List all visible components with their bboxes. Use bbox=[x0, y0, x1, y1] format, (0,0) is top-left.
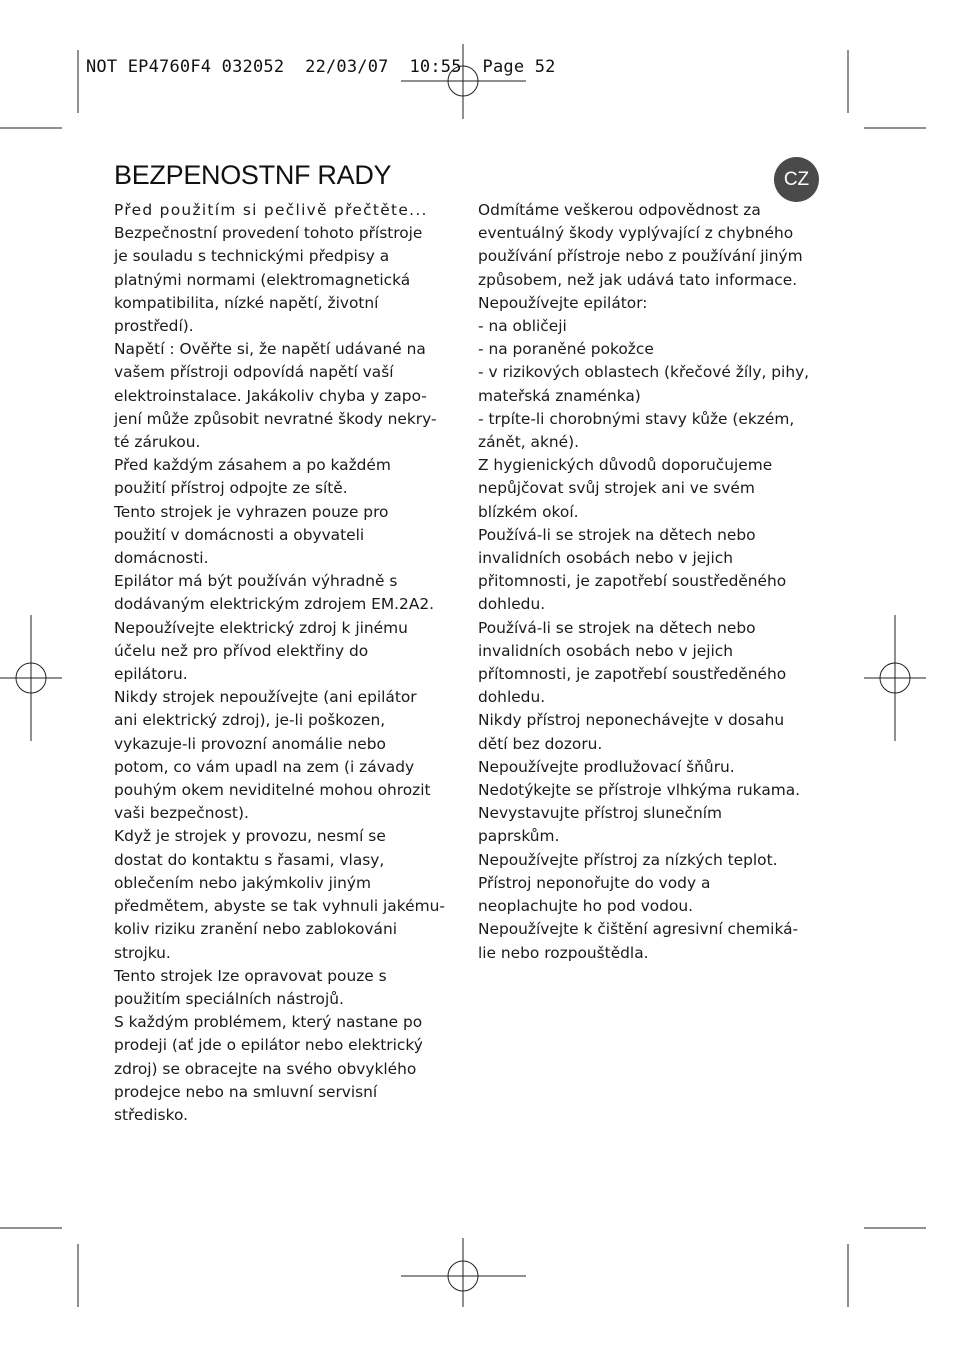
text-line: platnými normami (elektromagnetická bbox=[114, 270, 411, 289]
text-line: potom, co vám upadl na zem (i závady bbox=[114, 757, 415, 776]
page-title: BEZPENOSTNF RADY bbox=[114, 160, 392, 190]
text-line: té zárukou. bbox=[114, 433, 201, 452]
text-line: dostat do kontaktu s řasami, vlasy, bbox=[114, 850, 385, 869]
text-line: kompatibilita, nízké napětí, životní bbox=[114, 293, 379, 312]
text-line: eventuálný škody vyplývající z chybného bbox=[478, 224, 794, 243]
text-line: - na obličeji bbox=[478, 317, 567, 336]
text-line: paprskům. bbox=[478, 827, 560, 846]
text-line: epilátoru. bbox=[114, 665, 188, 684]
text-line: ani elektrický zdroj), je-li poškozen, bbox=[114, 711, 386, 730]
text-line: dohledu. bbox=[478, 595, 546, 614]
text-line: Nepoužívejte epilátor: bbox=[478, 293, 648, 312]
text-line: Epilátor má být používán výhradně s bbox=[114, 572, 398, 591]
text-line: pouhým okem neviditelné mohou ohrozit bbox=[114, 781, 431, 800]
text-line: Bezpečnostní provedení tohoto přístroje bbox=[114, 224, 423, 243]
text-line: neoplachujte ho pod vodou. bbox=[478, 897, 694, 916]
text-line: oblečením nebo jakýmkoliv jiným bbox=[114, 873, 371, 892]
text-line: strojku. bbox=[114, 943, 171, 962]
print-slug-header: NOT EP4760F4 032052 22/03/07 10:55 Page 52 bbox=[86, 57, 556, 77]
right-text-column bbox=[478, 199, 823, 965]
text-line: - v rizikových oblastech (křečové žíly, pihy, bbox=[478, 363, 810, 382]
text-line: blízkém okoí. bbox=[478, 502, 579, 521]
text-line: Používá-li se strojek na dětech nebo bbox=[478, 525, 756, 544]
text-line: zánět, akné). bbox=[478, 433, 580, 452]
text-line: nepůjčovat svůj strojek ani ve svém bbox=[478, 479, 755, 498]
text-line: středisko. bbox=[114, 1105, 188, 1124]
text-line: použití přístroj odpojte ze sítě. bbox=[114, 479, 348, 498]
text-line: způsobem, než jak udává tato informace. bbox=[478, 270, 798, 289]
text-line: používání přístroje nebo z používání jiným bbox=[478, 247, 803, 266]
language-badge: CZ bbox=[774, 157, 819, 202]
text-line: účelu než pro přívod elektřiny do bbox=[114, 641, 369, 660]
left-text-column bbox=[114, 199, 454, 1127]
text-line: použitím speciálních nástrojů. bbox=[114, 989, 344, 1008]
text-line: Nevystavujte přístroj slunečním bbox=[478, 804, 722, 823]
text-line: vykazuje-li provozní anomálie nebo bbox=[114, 734, 386, 753]
text-line: Nikdy přístroj neponechávejte v dosahu bbox=[478, 711, 785, 730]
text-line: Před použitím si pečlivě přečtěte... bbox=[114, 201, 428, 219]
text-line: Před každým zásahem a po každém bbox=[114, 456, 391, 475]
text-line: Když je strojek y provozu, nesmí se bbox=[114, 827, 386, 846]
text-line: předmětem, abyste se tak vyhnuli jakému- bbox=[114, 897, 445, 916]
text-line: koliv riziku zranění nebo zablokováni bbox=[114, 920, 397, 939]
text-line: použití v domácnosti a obyvateli bbox=[114, 525, 365, 544]
text-line: mateřská znaménka) bbox=[478, 386, 641, 405]
text-line: Odmítáme veškerou odpovědnost za bbox=[478, 201, 761, 219]
text-line: vašem přístroji odpovídá napětí vaší bbox=[114, 363, 394, 382]
text-line: jení může způsobit nevratné škody nekry- bbox=[114, 409, 437, 428]
text-line: Používá-li se strojek na dětech nebo bbox=[478, 618, 756, 637]
text-line: elektroinstalace. Jakákoliv chyba y zapo- bbox=[114, 386, 427, 405]
text-line: Nedotýkejte se přístroje vlhkýma rukama. bbox=[478, 781, 801, 800]
text-line: Nepoužívejte k čištění agresivní chemiká- bbox=[478, 920, 799, 939]
text-line: Přístroj neponořujte do vody a bbox=[478, 873, 711, 892]
text-line: Napětí : Ověřte si, že napětí udávané na bbox=[114, 340, 426, 359]
text-line: přitomnosti, je zapotřebí soustředěného bbox=[478, 572, 787, 591]
text-line: invalidních osobách nebo v jejich bbox=[478, 641, 734, 660]
text-line: Z hygienických důvodů doporučujeme bbox=[478, 456, 773, 475]
text-line: přítomnosti, je zapotřebí soustředěného bbox=[478, 665, 787, 684]
text-line: Nikdy strojek nepoužívejte (ani epilátor bbox=[114, 688, 417, 707]
text-line: lie nebo rozpouštědla. bbox=[478, 943, 649, 962]
text-line: vaši bezpečnost). bbox=[114, 804, 249, 823]
text-line: - na poraněné pokožce bbox=[478, 340, 654, 359]
text-line: Nepoužívejte prodlužovací šňůru. bbox=[478, 757, 735, 776]
text-line: Tento strojek Ize opravovat pouze s bbox=[114, 966, 387, 985]
text-line: Nepoužívejte přístroj za nízkých teplot. bbox=[478, 850, 778, 869]
text-line: domácnosti. bbox=[114, 549, 209, 568]
text-line: invalidních osobách nebo v jejich bbox=[478, 549, 734, 568]
text-line: prodeji (ať jde o epilátor nebo elektrický bbox=[114, 1036, 423, 1055]
text-line: zdroj) se obracejte na svého obvyklého bbox=[114, 1059, 417, 1078]
text-line: prostředí). bbox=[114, 317, 194, 336]
text-line: dětí bez dozoru. bbox=[478, 734, 603, 753]
text-line: - trpíte-li chorobnými stavy kůže (ekzém, bbox=[478, 409, 795, 428]
text-line: Nepoužívejte elektrický zdroj k jinému bbox=[114, 618, 408, 637]
text-line: je souladu s technickými předpisy a bbox=[114, 247, 390, 266]
text-line: S každým problémem, který nastane po bbox=[114, 1013, 423, 1032]
text-line: dohledu. bbox=[478, 688, 546, 707]
text-line: dodávaným elektrickým zdrojem EM.2A2. bbox=[114, 595, 435, 614]
text-line: prodejce nebo na smluvní servisní bbox=[114, 1082, 378, 1101]
text-line: Tento strojek je vyhrazen pouze pro bbox=[114, 502, 389, 521]
